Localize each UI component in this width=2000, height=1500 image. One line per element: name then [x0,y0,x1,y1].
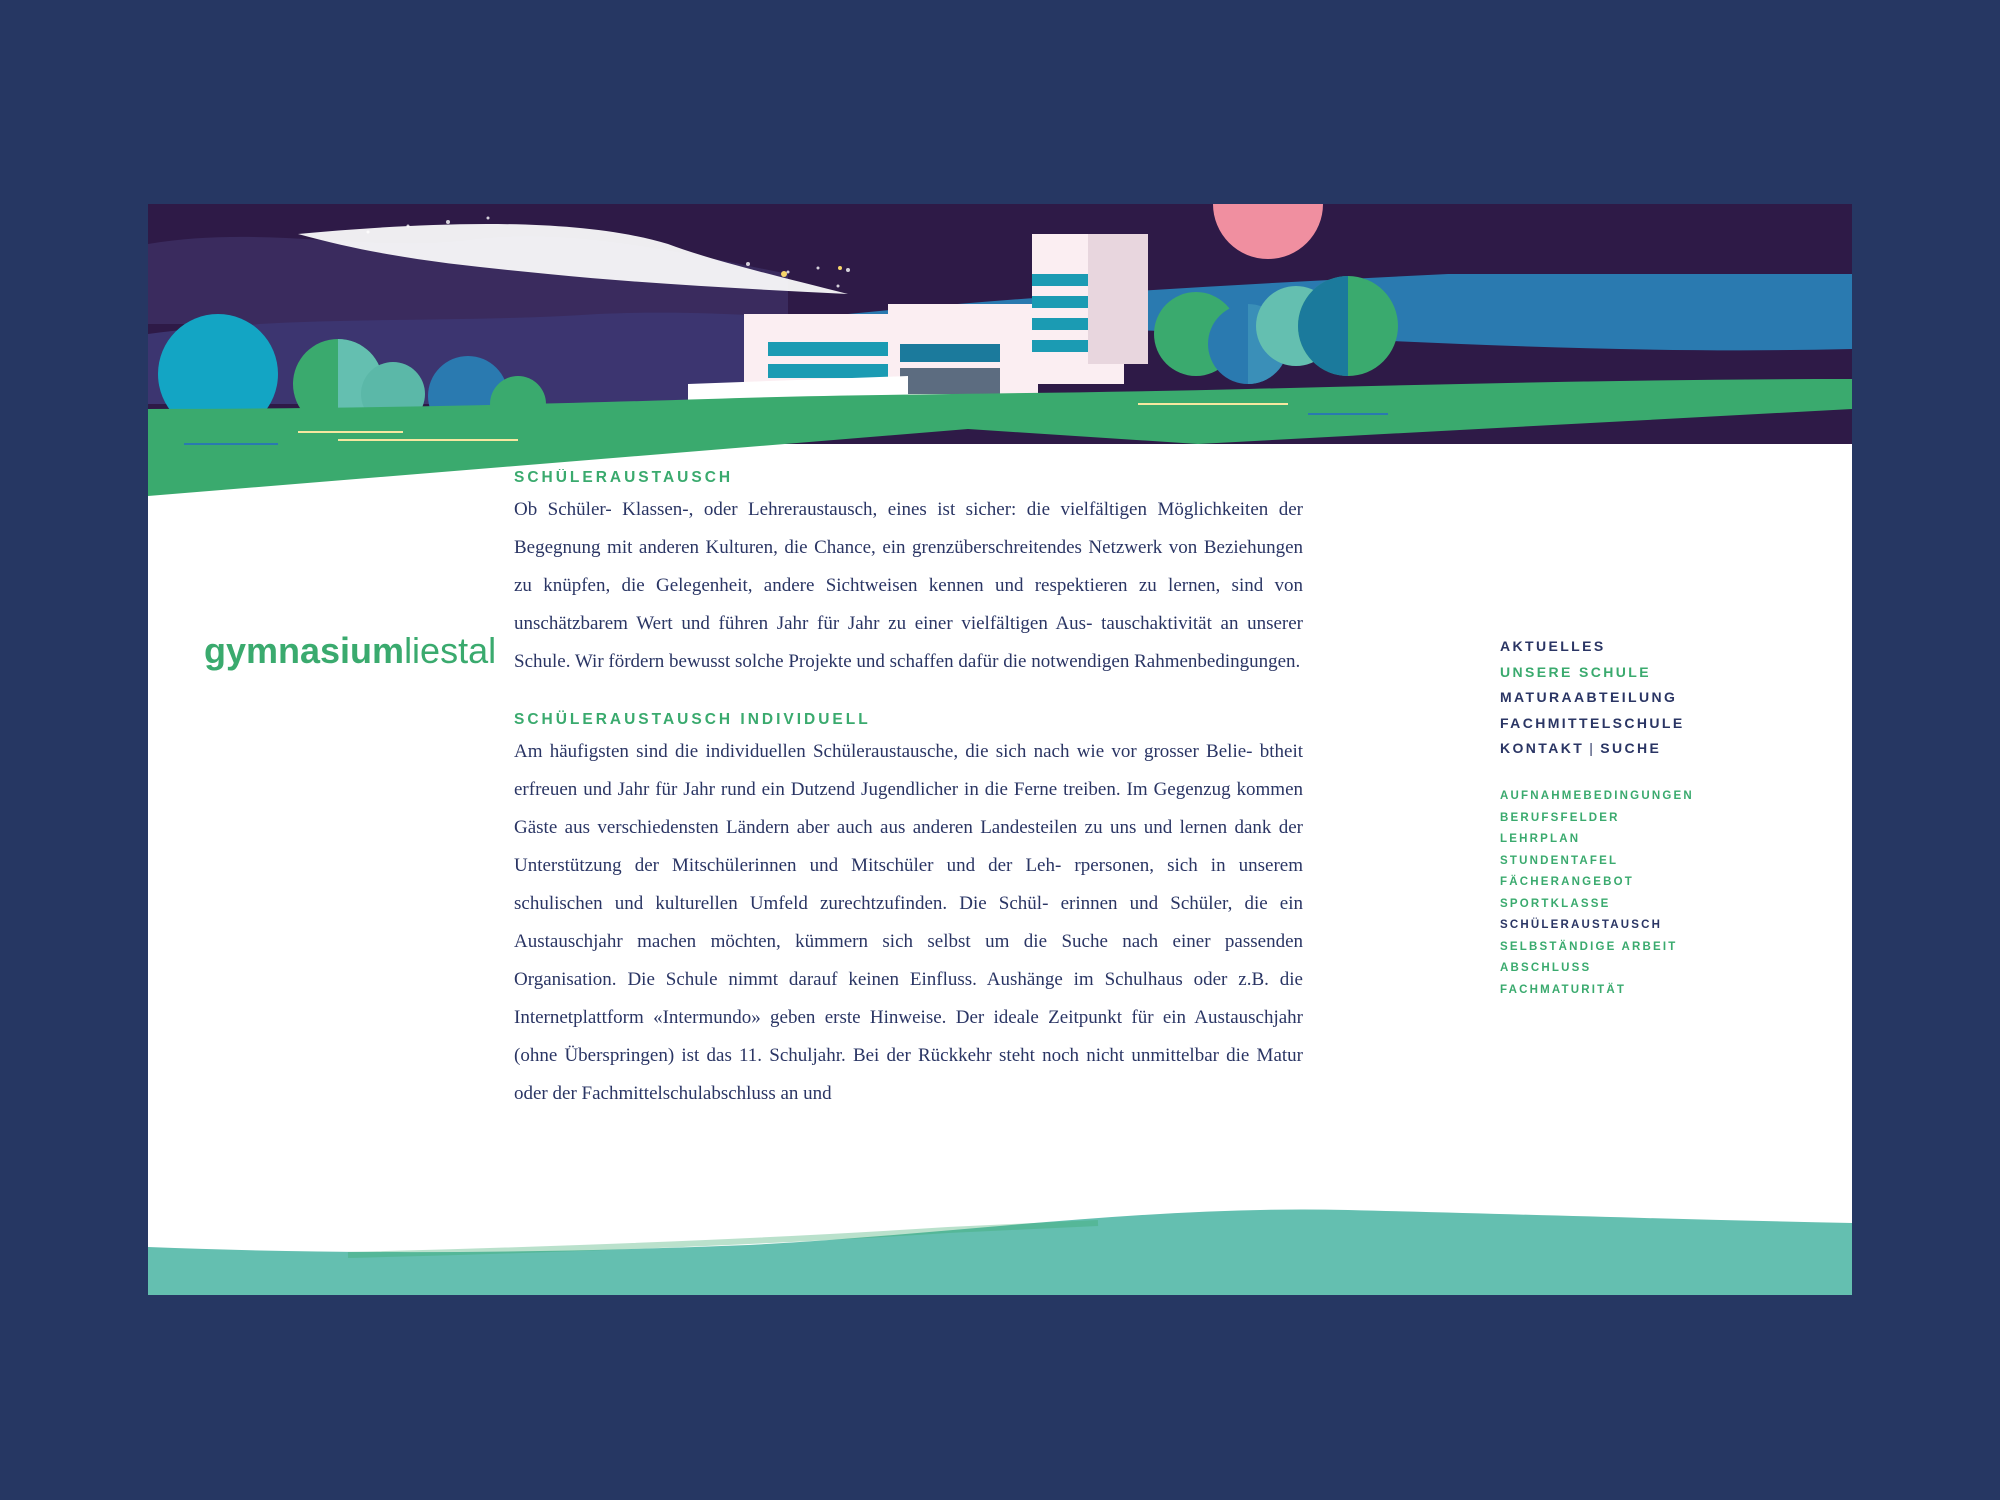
footer-wave-illustration [148,1195,1852,1295]
text-line: Rückkehr steht noch nicht unmittelbar die Matur oder der Fachmittelschulabschluss an und [514,1045,1303,1104]
subnav-item-sportklasse[interactable]: SPORTKLASSE [1500,897,1611,910]
hero-illustration [148,204,1852,504]
subnav-item-aufnahmebedingungen[interactable]: AUFNAHMEBEDINGUNGEN [1500,790,1694,802]
sub-nav [1500,786,1694,1001]
subnav-item-selbstaendige-arbeit[interactable]: SELBSTÄNDIGE ARBEIT [1500,940,1678,953]
text-line: Gegenzug kommen Gäste aus verschiedensten Ländern aber auch aus anderen Landesteilen [514,779,1303,838]
nav-item-suche[interactable]: SUCHE [1600,740,1662,756]
logo-main-text: gymnasium [204,630,405,671]
section-schueleraustausch-individuell [514,711,1303,1113]
section-paragraph [514,491,1303,681]
text-line: die notwendigen Rahmenbedingungen. [1003,651,1301,672]
text-line: btheit erfreuen und Jahr für Jahr rund ein Dutzend Jugendlicher in die Ferne treiben. Im [514,741,1303,800]
subnav-item-faecherangebot[interactable]: FÄCHERANGEBOT [1500,876,1635,888]
nav-row-kontakt-suche [1500,736,1685,762]
text-line: Am häufigsten sind die individuellen Schüleraustausche, die sich nach wie vor grosser Belie- [514,741,1253,762]
text-line: zu uns und lernen dank der Unterstützung der Mitschülerinnen und Mitschüler und der Leh- [514,817,1303,876]
text-line: Aushänge im Schulhaus oder z.B. die Internetplattform «Intermundo» geben erste Hinweise. [514,969,1303,1028]
nav-item-kontakt[interactable]: KONTAKT [1500,740,1585,756]
subnav-item-fachmaturitaet[interactable]: FACHMATURITÄT [1500,983,1627,996]
subnav-item-berufsfelder[interactable]: BERUFSFELDER [1500,811,1620,824]
text-line: tauschaktivität an unserer Schule. Wir fördern bewusst solche Projekte und schaffen dafür [514,613,1303,672]
text-line: lernen, sind von unschätzbarem Wert und führen Jahr für Jahr zu einer vielfältigen Aus- [514,575,1303,634]
section-paragraph [514,733,1303,1113]
nav-item-fachmittelschule[interactable]: FACHMITTELSCHULE [1500,714,1685,731]
nav-item-maturaabteilung[interactable]: MATURAABTEILUNG [1500,689,1678,705]
text-line: Ob Schüler- Klassen-, oder Lehreraustausch, eines ist sicher: die vielfältigen Möglichkeiten [514,499,1269,520]
section-title: SCHÜLERAUSTAUSCH [514,469,734,486]
text-line: rpersonen, sich in unserem schulischen und kulturellen Umfeld zurechtzufinden. Die Schül- [514,855,1303,914]
subnav-item-stundentafel[interactable]: STUNDENTAFEL [1500,854,1619,867]
main-nav [1500,634,1685,762]
nav-item-aktuelles[interactable]: AKTUELLES [1500,638,1606,654]
section-schueleraustausch [514,469,1303,681]
text-line: Beziehungen zu knüpfen, die Gelegenheit, andere Sichtweisen kennen und respektieren zu [514,537,1303,596]
subnav-item-abschluss[interactable]: ABSCHLUSS [1500,962,1592,974]
subnav-item-schueleraustausch[interactable]: SCHÜLERAUSTAUSCH [1500,919,1663,931]
section-title: SCHÜLERAUSTAUSCH INDIVIDUELL [514,711,871,728]
nav-item-unsere-schule[interactable]: UNSERE SCHULE [1500,663,1651,680]
text-line: erinnen und Schüler, die ein Austauschjahr machen möchten, kümmern sich selbst um die [514,893,1303,952]
nav-separator: | [1589,740,1596,756]
text-line: der Begegnung mit anderen Kulturen, die Chance, ein grenzüberschreitendes Netzwerk von [514,499,1303,558]
subnav-item-lehrplan[interactable]: LEHRPLAN [1500,833,1581,845]
site-logo[interactable] [204,630,496,672]
logo-sub-text: liestal [404,630,497,671]
text-line: Suche nach einer passenden Organisation. Die Schule nimmt darauf keinen Einfluss. [514,931,1303,990]
page-card [148,204,1852,1295]
text-line: Der ideale Zeitpunkt für ein Austauschjahr (ohne Überspringen) ist das 11. Schuljahr. Bei der [514,1007,1303,1066]
